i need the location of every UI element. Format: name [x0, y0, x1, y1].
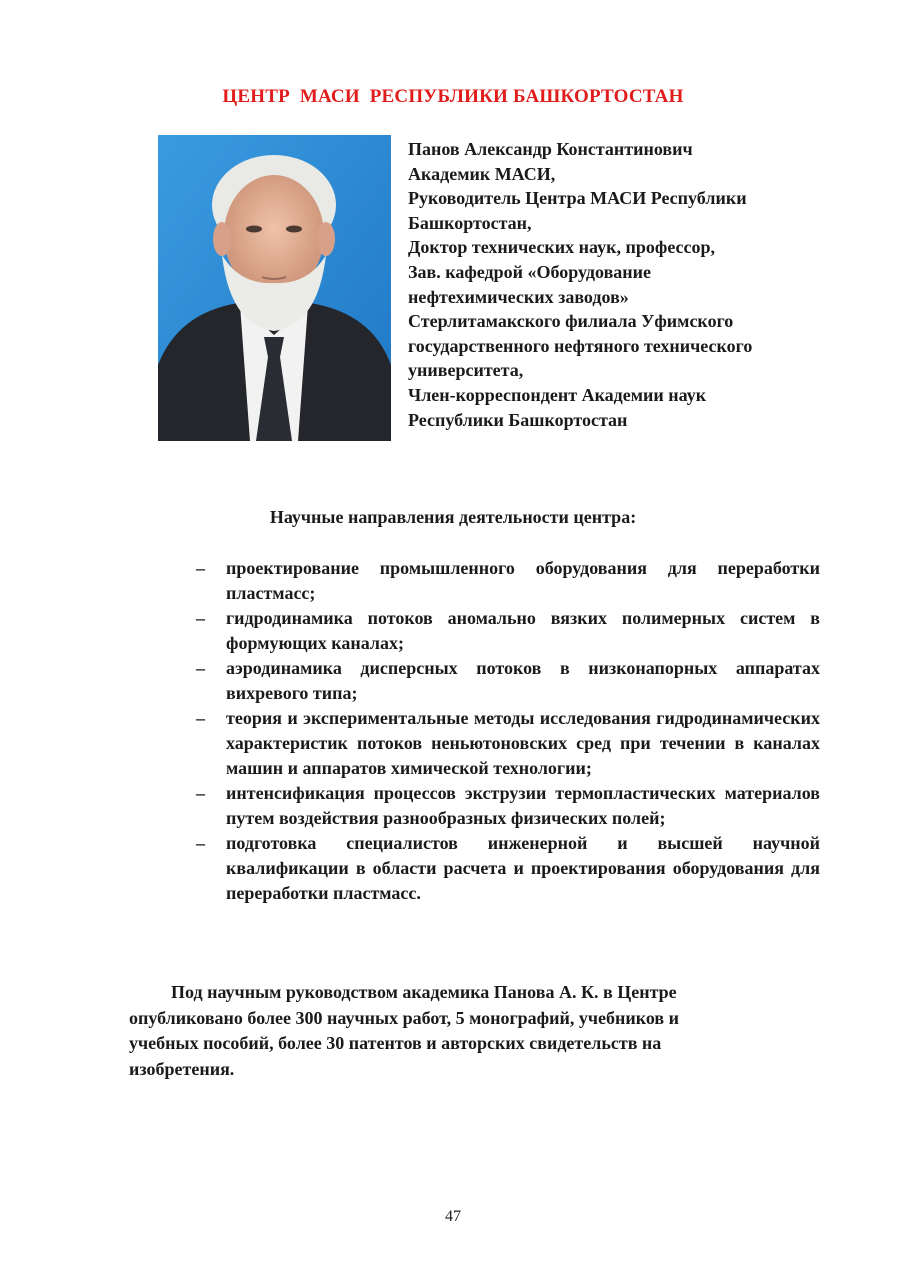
list-item: [196, 831, 820, 906]
page-number: 47: [445, 1208, 461, 1225]
list-item: [196, 781, 820, 831]
bio-line: университета,: [408, 360, 524, 381]
list-item-text: проектирование промышленного оборудования для переработки пластмасс;: [226, 558, 820, 603]
directions-list: [196, 556, 820, 906]
bio-line: Башкортостан,: [408, 212, 532, 233]
list-item-text: гидродинамика потоков аномально вязких полимерных систем в формующих каналах;: [226, 608, 820, 653]
bio-line: Руководитель Центра МАСИ Республики: [408, 188, 747, 209]
bullet-dash: –: [196, 558, 205, 578]
bio-line: Республики Башкортостан: [408, 409, 628, 430]
biography: [408, 137, 838, 432]
summary-line: учебных пособий, более 30 патентов и авторских свидетельств на: [129, 1033, 662, 1053]
bio-line: Панов Александр Константинович: [408, 139, 693, 159]
bio-line: Стерлитамакского филиала Уфимского: [408, 311, 734, 332]
directions-heading: Научные направления деятельности центра:: [269, 507, 637, 527]
bullet-dash: –: [196, 783, 205, 803]
bio-line: Академик МАСИ,: [408, 163, 556, 184]
summary-line: опубликовано более 300 научных работ, 5 монографий, учебников и: [129, 1007, 680, 1028]
list-item: [196, 706, 820, 781]
bio-line: Доктор технических наук, профессор,: [408, 237, 716, 258]
list-item: [196, 656, 820, 706]
bio-line: Зав. кафедрой «Оборудование: [408, 261, 652, 282]
summary-paragraph: [129, 980, 789, 1082]
list-item: [196, 606, 820, 656]
list-item-text: подготовка специалистов инженерной и высшей научной квалификации в области расчета и проектирования оборудования для переработки пластмасс.: [226, 833, 820, 903]
list-item-text: интенсификация процессов экструзии термопластических материалов путем воздействия разнообразных физических полей;: [226, 783, 820, 828]
bullet-dash: –: [196, 833, 205, 853]
page-title: ЦЕНТР МАСИ РЕСПУБЛИКИ БАШКОРТОСТАН: [222, 86, 684, 107]
summary-line: Под научным руководством академика Панова А. К. в Центре: [171, 982, 677, 1002]
portrait-photo: [158, 135, 391, 441]
bullet-dash: –: [196, 608, 205, 628]
bio-line: государственного нефтяного технического: [408, 335, 753, 356]
bullet-dash: –: [196, 708, 205, 728]
bio-line: Член-корреспондент Академии наук: [408, 384, 707, 405]
summary-line: изобретения.: [129, 1058, 235, 1079]
bullet-dash: –: [196, 658, 205, 678]
list-item: [196, 556, 820, 606]
list-item-text: теория и экспериментальные методы исследования гидродинамических характеристик потоков неньютоновских сред при течении в каналах машин и аппаратов химической технологии;: [226, 708, 820, 778]
bio-line: нефтехимических заводов»: [408, 286, 629, 307]
list-item-text: аэродинамика дисперсных потоков в низконапорных аппаратах вихревого типа;: [226, 658, 820, 703]
